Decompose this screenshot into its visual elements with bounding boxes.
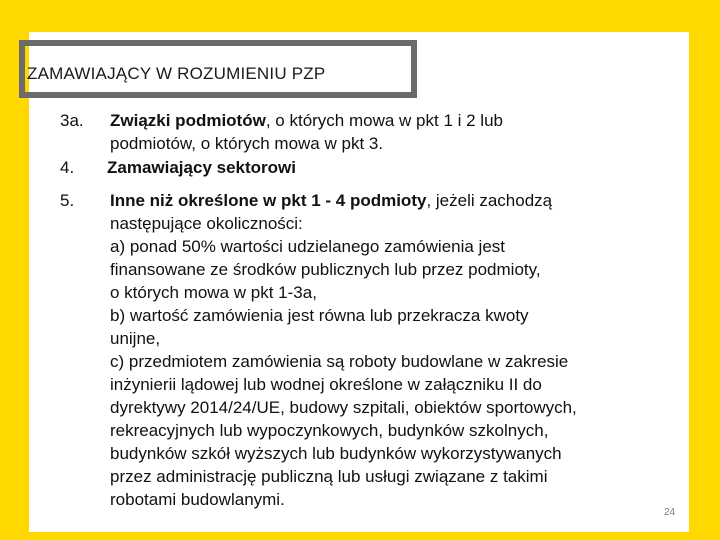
list-item-number: 3a.	[60, 111, 84, 130]
list-item-text	[110, 189, 670, 511]
list-item-line: c) przedmiotem zamówienia są roboty budowlane w zakresie	[110, 352, 569, 371]
slide-title: ZAMAWIAJĄCY W ROZUMIENIU PZP	[27, 64, 326, 83]
list-item-number: 5.	[60, 191, 75, 210]
list-item-bold: Zamawiający sektorowi	[107, 158, 296, 177]
list-item-line-text: , jeżeli zachodzą	[426, 191, 553, 210]
list-item-line-text: , o których mowa w pkt 1 i 2 lub	[265, 111, 503, 130]
list-item-line: budynków szkół wyższych lub budynków wykorzystywanych	[110, 444, 562, 463]
list-item-line	[110, 109, 670, 132]
list-item-line: a) ponad 50% wartości udzielanego zamówienia jest	[110, 237, 506, 256]
list-item-text	[107, 156, 667, 179]
page-number: 24	[664, 507, 676, 518]
list-item-line: robotami budowlanymi.	[110, 490, 285, 509]
list-item-line: inżynierii lądowej lub wodnej określone w załączniku II do	[110, 375, 542, 394]
list-item-line: o których mowa w pkt 1-3a,	[110, 283, 317, 302]
list-item-line: rekreacyjnych lub wypoczynkowych, budynków szkolnych,	[110, 421, 549, 440]
list-item-line: finansowane ze środków publicznych lub przez podmioty,	[110, 260, 541, 279]
list-item-line: b) wartość zamówienia jest równa lub przekracza kwoty	[110, 306, 529, 325]
list-item-line: unijne,	[110, 329, 161, 348]
list-item-bold: Inne niż określone w pkt 1 - 4 podmioty	[110, 191, 427, 210]
list-item-line: następujące okoliczności:	[110, 214, 303, 233]
list-item-text	[110, 109, 670, 155]
list-item-line: dyrektywy 2014/24/UE, budowy szpitali, obiektów sportowych,	[110, 398, 577, 417]
list-item-line	[110, 189, 670, 212]
list-item-line: podmiotów, o których mowa w pkt 3.	[110, 134, 384, 153]
list-item-number: 4.	[60, 158, 75, 177]
list-item-bold: Związki podmiotów	[110, 111, 266, 130]
list-item-line: przez administrację publiczną lub usługi związane z takimi	[110, 467, 548, 486]
